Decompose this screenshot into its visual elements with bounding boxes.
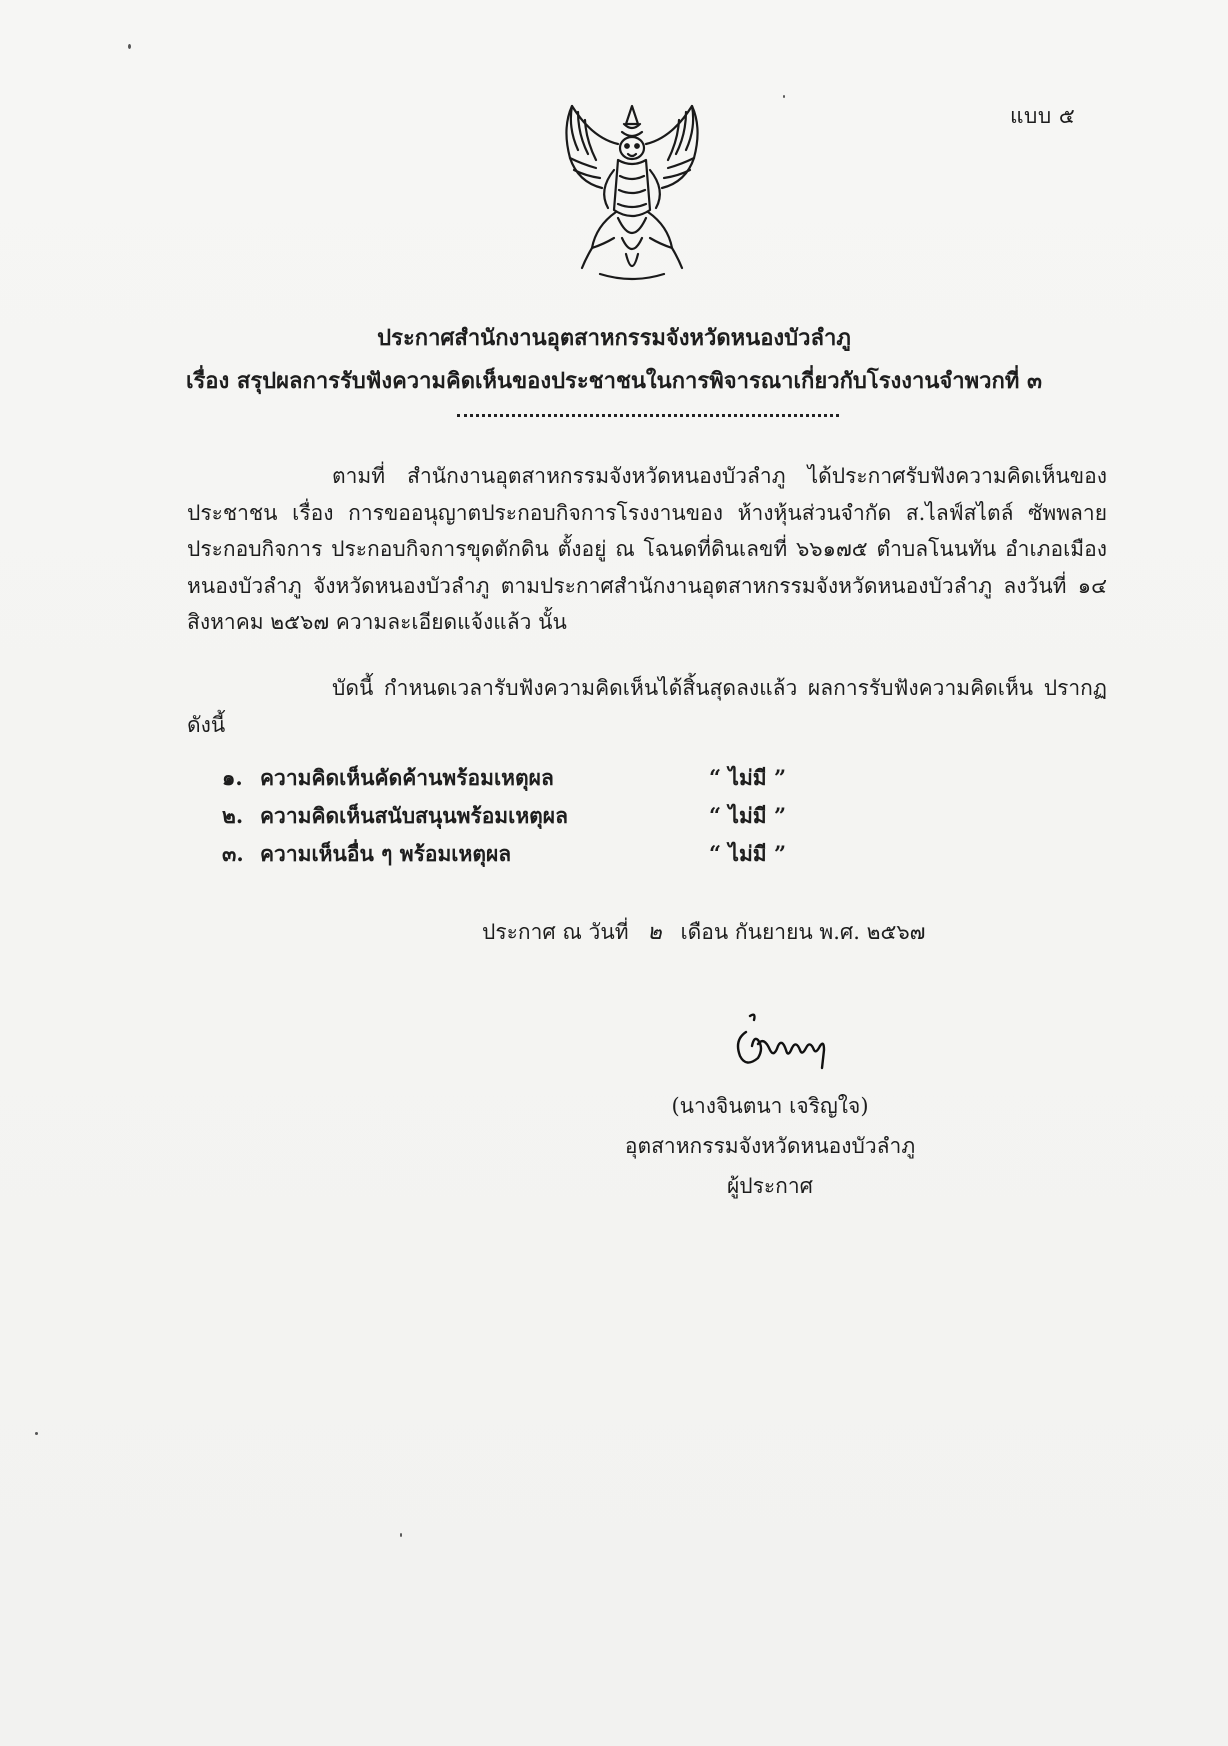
announcement-day: ๒ bbox=[647, 920, 662, 945]
signatory-position: อุตสาหกรรมจังหวัดหนองบัวลำภู bbox=[624, 1134, 916, 1158]
result-label: ความคิดเห็นสนับสนุนพร้อมเหตุผล bbox=[260, 803, 568, 828]
result-item bbox=[222, 800, 922, 834]
form-number: แบบ ๕ bbox=[1010, 104, 1076, 128]
result-value: “ ไม่มี ” bbox=[709, 803, 787, 828]
result-value: “ ไม่มี ” bbox=[709, 765, 787, 790]
paper-speck bbox=[400, 1533, 402, 1537]
paper-speck bbox=[783, 95, 785, 98]
signatory-name: (นางจินตนา เจริญใจ) bbox=[671, 1094, 869, 1118]
announcement-month-year: เดือน กันยายน พ.ศ. ๒๕๖๗ bbox=[680, 920, 926, 944]
signature-icon bbox=[724, 1010, 844, 1080]
result-item bbox=[222, 762, 922, 796]
garuda-emblem-icon bbox=[552, 98, 712, 288]
result-value: “ ไม่มี ” bbox=[709, 841, 787, 866]
announcement-date bbox=[482, 914, 931, 949]
body-paragraph-2: บัดนี้ กำหนดเวลารับฟังความคิดเห็นได้สิ้นสุดลงแล้ว ผลการรับฟังความคิดเห็น ปรากฏ ดังนี้ bbox=[187, 676, 1107, 737]
paper-speck bbox=[128, 44, 131, 49]
result-number: ๑. bbox=[222, 765, 243, 790]
document-title: ประกาศสำนักงานอุตสาหกรรมจังหวัดหนองบัวลำภู bbox=[377, 325, 851, 351]
title-divider bbox=[457, 402, 839, 417]
result-number: ๓. bbox=[222, 841, 244, 866]
result-number: ๒. bbox=[222, 803, 244, 828]
result-item bbox=[222, 838, 922, 872]
result-label: ความเห็นอื่น ๆ พร้อมเหตุผล bbox=[260, 841, 512, 866]
announcement-prefix: ประกาศ ณ วันที่ bbox=[482, 920, 629, 944]
result-label: ความคิดเห็นคัดค้านพร้อมเหตุผล bbox=[260, 765, 554, 790]
document-subject: เรื่อง สรุปผลการรับฟังความคิดเห็นของประชาชนในการพิจารณาเกี่ยวกับโรงงานจำพวกที่ ๓ bbox=[185, 368, 1043, 394]
signatory-role: ผู้ประกาศ bbox=[726, 1174, 814, 1198]
body-paragraph-1: ตามที่ สำนักงานอุตสาหกรรมจังหวัดหนองบัวลำภู ได้ประกาศรับฟังความคิดเห็นของประชาชน เรื่อง การขออนุญาตประกอบกิจการโรงงานของ ห้างหุ้นส่วนจำกัด ส.ไลฟ์สไตล์ ซัพพลาย ประกอบกิจการ ประกอบกิจการขุดตักดิน ตั้งอยู่ ณ โฉนดที่ดินเลขที่ ๖๖๑๗๕ ตำบลโนนทัน อำเภอเมืองหนองบัวลำภู จังหวัดหนองบัวลำภู ตามประกาศสำนักงานอุตสาหกรรมจังหวัดหนองบัวลำภู ลงวันที่ ๑๔ สิงหาคม ๒๕๖๗ ความละเอียดแจ้งแล้ว นั้น bbox=[187, 464, 1107, 634]
paper-speck bbox=[35, 1432, 38, 1435]
